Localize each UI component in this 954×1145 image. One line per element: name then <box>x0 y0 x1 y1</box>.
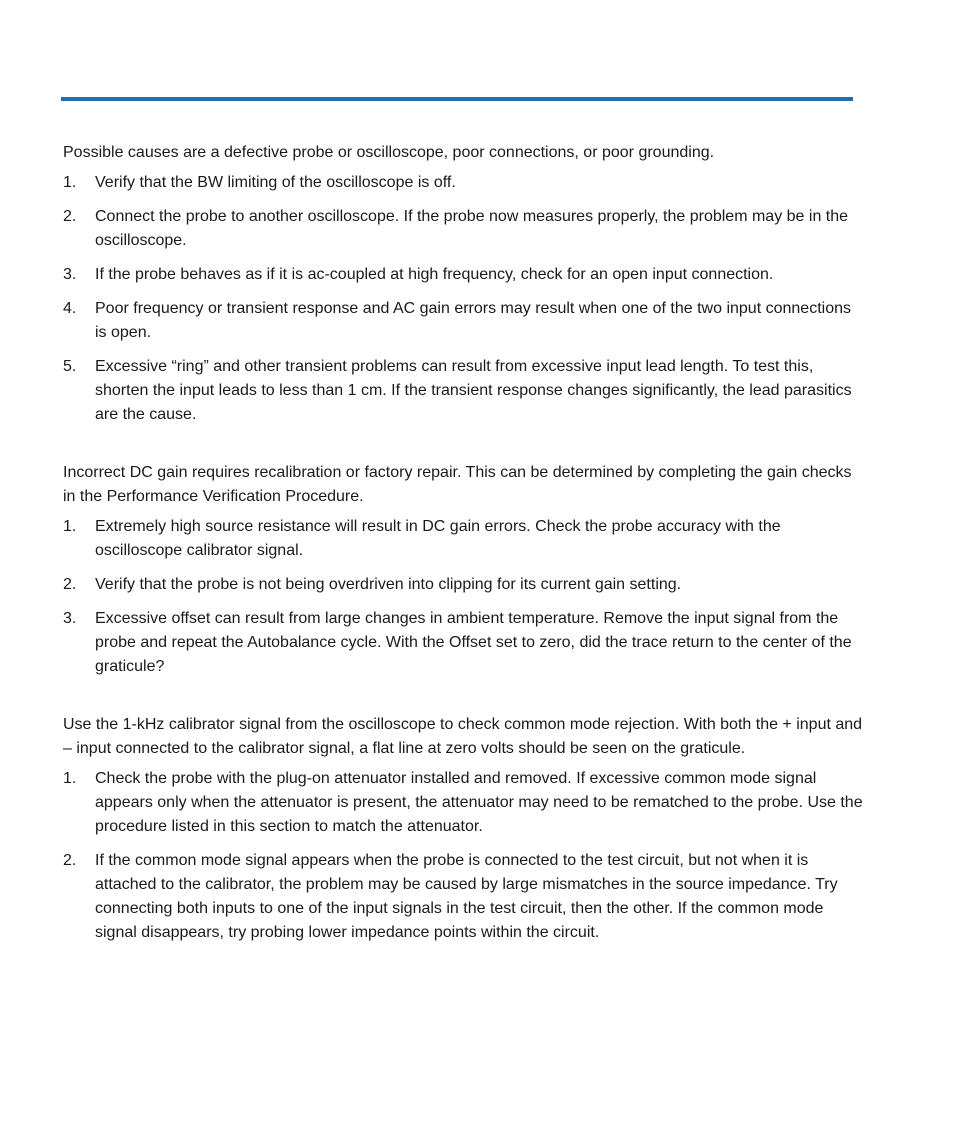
list-text: Verify that the probe is not being overdriven into clipping for its current gain setting. <box>95 576 682 593</box>
list-item <box>63 849 863 945</box>
list-number: 2. <box>63 208 77 225</box>
list-item <box>63 355 863 427</box>
list-text: Excessive “ring” and other transient problems can result from excessive input lead length. To test this, shorten the input leads to less than 1 cm. If the transient response changes significantly, the lead parasitics are the cause. <box>95 358 852 423</box>
list-item <box>63 297 863 345</box>
section-intro: Use the 1-kHz calibrator signal from the oscilloscope to check common mode rejection. With both the + input and – input connected to the calibrator signal, a flat line at zero volts should be seen on the graticule. <box>63 716 863 757</box>
list-text: Extremely high source resistance will result in DC gain errors. Check the probe accuracy with the oscilloscope calibrator signal. <box>95 518 781 559</box>
list-number: 1. <box>63 174 77 191</box>
list-item <box>63 607 863 679</box>
list-number: 1. <box>63 770 77 787</box>
list-item <box>63 171 863 195</box>
list-item <box>63 263 863 287</box>
section-intro: Possible causes are a defective probe or oscilloscope, poor connections, or poor grounding. <box>63 144 715 161</box>
section-common-mode <box>63 713 863 945</box>
section-dc-gain <box>63 461 863 679</box>
header-rule <box>61 97 853 101</box>
list-number: 3. <box>63 266 77 283</box>
section-intro: Incorrect DC gain requires recalibration or factory repair. This can be determined by completing the gain checks in the Performance Verification Procedure. <box>63 464 852 505</box>
step-list <box>63 767 863 945</box>
list-item <box>63 573 863 597</box>
list-text: Connect the probe to another oscilloscope. If the probe now measures properly, the problem may be in the oscilloscope. <box>95 208 849 249</box>
list-number: 5. <box>63 358 77 375</box>
document-body <box>63 141 863 945</box>
list-text: Poor frequency or transient response and AC gain errors may result when one of the two input connections is open. <box>95 300 851 341</box>
list-text: Check the probe with the plug-on attenuator installed and removed. If excessive common mode signal appears only when the attenuator is present, the attenuator may need to be rematched to the probe. Use the procedure listed in this section to match the attenuator. <box>95 770 863 835</box>
list-item <box>63 515 863 563</box>
step-list <box>63 515 863 679</box>
list-text: Verify that the BW limiting of the oscilloscope is off. <box>95 174 456 191</box>
list-text: Excessive offset can result from large changes in ambient temperature. Remove the input signal from the probe and repeat the Autobalance cycle. With the Offset set to zero, did the trace return to the center of the graticule? <box>95 610 852 675</box>
list-item <box>63 767 863 839</box>
list-number: 2. <box>63 852 77 869</box>
list-number: 4. <box>63 300 77 317</box>
list-number: 2. <box>63 576 77 593</box>
list-text: If the common mode signal appears when the probe is connected to the test circuit, but not when it is attached to the calibrator, the problem may be caused by large mismatches in the source impedance. Try connecting both inputs to one of the input signals in the test circuit, then the other. If the common mode signal disappears, try probing lower impedance points within the circuit. <box>95 852 838 941</box>
list-number: 3. <box>63 610 77 627</box>
section-bandwidth <box>63 141 863 427</box>
list-number: 1. <box>63 518 77 535</box>
list-text: If the probe behaves as if it is ac-coupled at high frequency, check for an open input connection. <box>95 266 774 283</box>
list-item <box>63 205 863 253</box>
step-list <box>63 171 863 427</box>
